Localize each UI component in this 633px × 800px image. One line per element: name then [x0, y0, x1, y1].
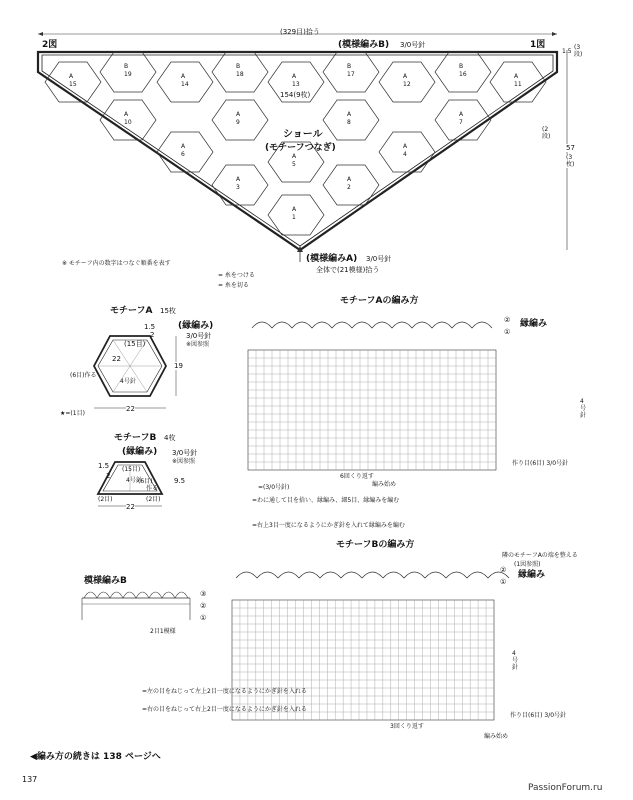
hex-label: A: [347, 176, 352, 183]
chart-a-r2: ②: [504, 316, 511, 324]
chart-a-repeat: 6回くり返す: [340, 473, 374, 480]
chart-b-join: 隣のモチーフAの端を整える: [502, 552, 578, 559]
motif-b-make: 作る: [146, 485, 159, 492]
motif-a-d19: 19: [174, 362, 183, 370]
hex-number: 15: [69, 81, 77, 88]
motif-a-d2: 2: [150, 331, 155, 339]
chart-b-needle: 4号針: [512, 650, 519, 671]
motif-b-d15: (15目): [122, 466, 141, 473]
motif-b-d95: 9.5: [174, 477, 186, 485]
hex-motif: [212, 165, 268, 205]
hex-label: A: [403, 143, 408, 150]
motif-b-d2: 2: [106, 472, 111, 480]
mid-width-label: 154(9枚): [280, 91, 311, 99]
width-label: (329目)拾う: [280, 28, 320, 36]
motif-a-count: 15枚: [160, 307, 176, 315]
hex-label: A: [347, 111, 352, 118]
hex-label: B: [347, 63, 352, 70]
motif-a-edge: (縁編み): [178, 321, 214, 331]
hex-number: 19: [124, 71, 132, 78]
continue-note: ◀編み方の続きは 138 ページへ: [30, 752, 161, 762]
chart-b-start: 作り目(6目) 3/0号針: [510, 712, 567, 719]
motif-a-title: モチーフA: [110, 306, 153, 316]
hex-label: A: [181, 143, 186, 150]
hex-label: A: [292, 206, 297, 213]
figure-1-label: 1図: [530, 40, 546, 50]
hex-number: 11: [514, 81, 522, 88]
hex-label: A: [236, 176, 241, 183]
chart-b-repeat: 3回くり返す: [390, 723, 424, 730]
motif-a-star: ★=(1目): [60, 410, 85, 417]
hex-number: 3: [236, 184, 240, 191]
hex-label: A: [403, 73, 408, 80]
pattern-b-r2: ②: [200, 602, 207, 610]
hex-motif: [323, 100, 379, 140]
right-dim-main-sub: (3枚): [566, 154, 575, 168]
hex-number: 2: [347, 184, 351, 191]
watermark: PassionForum.ru: [528, 783, 603, 793]
legend-attach: = 糸をつける: [218, 272, 255, 279]
chart-a-start: 作り目(6目) 3/0号針: [512, 460, 569, 467]
hex-label: A: [292, 153, 297, 160]
hex-number: 10: [124, 119, 132, 126]
right-dim-main: 57: [566, 144, 575, 152]
chart-b-title: モチーフBの編み方: [336, 540, 415, 550]
hex-number: 8: [347, 119, 351, 126]
chart-a-needle: 4号針: [580, 398, 587, 419]
pattern-a-label: (模様編みA): [306, 254, 358, 264]
pattern-b-note1: =左の目をねじって左上2目一度になるようにかぎ針を入れる: [142, 688, 307, 695]
hex-label: A: [459, 111, 464, 118]
motif-b-edge: (縁編み): [122, 447, 158, 457]
hex-label: B: [236, 63, 241, 70]
hex-label: A: [181, 73, 186, 80]
motif-b-count: 4枚: [164, 434, 176, 442]
hex-number: 14: [181, 81, 189, 88]
motif-a-needle2: 4号針: [120, 378, 136, 385]
hex-label: A: [69, 73, 74, 80]
hex-label: B: [124, 63, 129, 70]
chart-a-r1: ①: [504, 328, 511, 336]
hex-label: A: [124, 111, 129, 118]
motif-a-d22: 22: [112, 355, 121, 363]
pattern-b-note2: =右の目をねじって右上2目一度になるようにかぎ針を入れる: [142, 706, 307, 713]
motif-b-d15b: 1.5: [98, 462, 110, 470]
hex-number: 16: [459, 71, 467, 78]
pattern-b-title: 模様編みB: [84, 576, 127, 586]
hex-number: 1: [292, 214, 296, 221]
hex-motif: [268, 195, 324, 235]
hex-label: A: [236, 111, 241, 118]
chart-a-begin: 編み始め: [372, 481, 397, 488]
motif-b-b2l: (2目): [98, 496, 113, 503]
hex-label: B: [459, 63, 464, 70]
right-dim-top-sub: (3段): [574, 44, 583, 58]
hex-number: 17: [347, 71, 355, 78]
motif-b-ref: ※図参照: [172, 458, 196, 465]
motif-b-needle: 3/0号針: [172, 449, 198, 457]
hex-motif: [157, 132, 213, 172]
hex-motif: [379, 132, 435, 172]
pattern-b-r3: ③: [200, 590, 207, 598]
motif-b-make-n: (6目): [138, 478, 153, 485]
chart-b-r2: ②: [500, 566, 507, 574]
motif-a-needle: 3/0号針: [186, 332, 212, 340]
hex-number: 6: [181, 151, 185, 158]
pattern-b-label: (模様編みB): [338, 40, 390, 50]
hex-number: 7: [459, 119, 463, 126]
right-dim-side: (2段): [542, 126, 551, 140]
shawl-title: ショール: [283, 129, 323, 140]
motif-a-bottom: 22: [126, 405, 135, 413]
page-number: 137: [22, 775, 38, 784]
pattern-b-repeat: 2目1模様: [150, 628, 176, 635]
chart-b-edge: 縁編み: [518, 570, 546, 580]
motif-b-needle2: 4号針: [126, 477, 142, 484]
pattern-b-needle: 3/0号針: [400, 41, 426, 49]
legend-cut: = 糸を切る: [218, 282, 249, 289]
hex-motif: [212, 100, 268, 140]
motif-note: ※ モチーフ内の数字はつなぐ順番を表す: [62, 260, 171, 267]
motif-b-bottom: 22: [126, 503, 135, 511]
motif-a-d15: (15目): [124, 340, 146, 348]
motif-b-b2r: (2目): [146, 496, 161, 503]
motif-a-make: (6目)作る: [70, 372, 97, 379]
chart-a-note2: =わに通して目を拾い、縁編み、細5目、縁編みを編む: [252, 497, 400, 504]
hex-number: 4: [403, 151, 407, 158]
chart-b-join-ref: (1図参照): [514, 561, 541, 568]
shawl-subtitle: (モチーフつなぎ): [265, 143, 336, 153]
motif-b-title: モチーフB: [114, 433, 157, 443]
hex-label: A: [292, 73, 297, 80]
motif-a-ref: ※図参照: [186, 341, 210, 348]
chart-a-edge: 縁編み: [520, 319, 548, 329]
right-dim-top: 1.5: [562, 48, 572, 55]
hex-number: 18: [236, 71, 244, 78]
motif-a-d15b: 1.5: [144, 323, 156, 331]
chart-a-title: モチーフAの編み方: [340, 296, 419, 306]
hex-number: 13: [292, 81, 300, 88]
pattern-b-r1: ①: [200, 614, 207, 622]
pattern-a-needle: 3/0号針: [366, 255, 392, 263]
chart-a-note3: =右上3目一度になるようにかぎ針を入れて縁編みを編む: [252, 522, 405, 529]
chart-a-note1: =(3/0号針): [258, 484, 290, 491]
figure-2-label: 2図: [42, 40, 58, 50]
hex-label: A: [514, 73, 519, 80]
hex-number: 5: [292, 161, 296, 168]
chart-b-r1: ①: [500, 578, 507, 586]
pattern-a-sub: 全体で(21模様)拾う: [316, 266, 380, 274]
hex-motif: [323, 165, 379, 205]
hex-number: 12: [403, 81, 411, 88]
hex-number: 9: [236, 119, 240, 126]
chart-b-begin: 編み始め: [484, 733, 509, 740]
